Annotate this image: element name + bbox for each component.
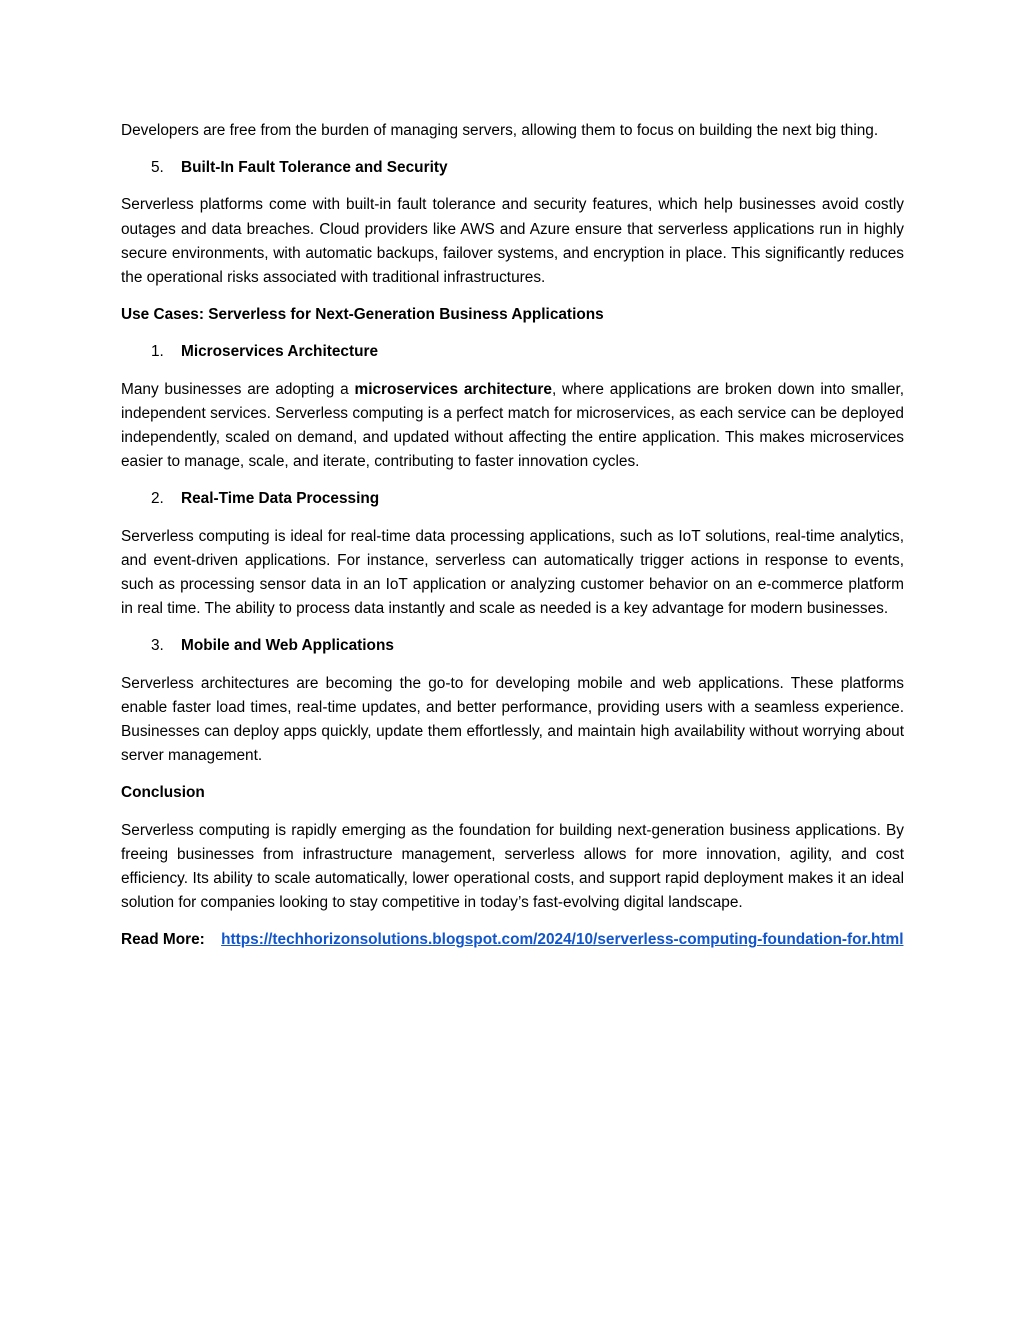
- conclusion-paragraph: Serverless computing is rapidly emerging as the foundation for building next-generation business applications. By freeing businesses from infrastructure management, serverless allows for more innovation, agility, and cost efficiency. Its ability to scale automatically, lower operational costs, and support rapid deployment makes it an ideal solution for companies looking to stay competitive in today’s fast-evolving digital landscape.: [121, 821, 904, 912]
- intro-paragraph: Developers are free from the burden of managing servers, allowing them to focus on building the next big thing.: [121, 122, 879, 139]
- section-5-heading: [121, 156, 904, 180]
- paragraph-text: , where applications are broken down into smaller, independent services. Serverless computing is a perfect match for microservices, as each service can be deployed independently, scaled on demand, and updated without affecting the entire application. This makes microservices easier to manage, scale, and iterate, contributing to faster innovation cycles.: [121, 380, 904, 471]
- use-case-3-heading: [121, 634, 904, 658]
- use-case-2-paragraph: Serverless computing is ideal for real-time data processing applications, such as IoT solutions, real-time analytics, and event-driven applications. For instance, serverless can automatically trigger actions in response to events, such as processing sensor data in an IoT application or analyzing customer behavior on an e-commerce platform in real time. The ability to process data instantly and scale as needed is a key advantage for modern businesses.: [121, 527, 904, 618]
- use-case-1-paragraph: [121, 378, 904, 475]
- list-title: Built-In Fault Tolerance and Security: [181, 159, 448, 177]
- section-5-paragraph: Serverless platforms come with built-in fault tolerance and security features, which help businesses avoid costly outages and data breaches. Cloud providers like AWS and Azure ensure that serverless applications run in highly secure environments, with automatic backups, failover systems, and encryption in place. This significantly reduces the operational risks associated with traditional infrastructures.: [121, 196, 904, 287]
- use-cases-heading: Use Cases: Serverless for Next-Generation Business Applications: [121, 306, 604, 324]
- list-number: 5.: [151, 159, 164, 177]
- read-more-link[interactable]: https://techhorizonsolutions.blogspot.com/2024/10/serverless-computing-foundation-for.html: [221, 931, 904, 949]
- use-case-2-heading: [121, 487, 904, 511]
- read-more: [121, 928, 904, 952]
- list-title: Microservices Architecture: [181, 343, 379, 361]
- use-case-3-paragraph: Serverless architectures are becoming the go-to for developing mobile and web applications. These platforms enable faster load times, real-time updates, and better performance, providing users with a seamless experience. Businesses can deploy apps quickly, update them effortlessly, and maintain high availability without worrying about server management.: [121, 674, 904, 765]
- list-title: Real-Time Data Processing: [181, 490, 380, 508]
- bold-term: microservices architecture: [354, 380, 552, 398]
- list-number: 1.: [151, 343, 164, 361]
- list-title: Mobile and Web Applications: [181, 637, 394, 655]
- document-page: [121, 119, 904, 966]
- list-number: 2.: [151, 490, 164, 508]
- conclusion-heading: Conclusion: [121, 784, 205, 802]
- read-more-label: Read More:: [121, 931, 205, 949]
- paragraph-text: Many businesses are adopting a: [121, 380, 355, 398]
- list-number: 3.: [151, 637, 164, 655]
- use-case-1-heading: [121, 340, 904, 364]
